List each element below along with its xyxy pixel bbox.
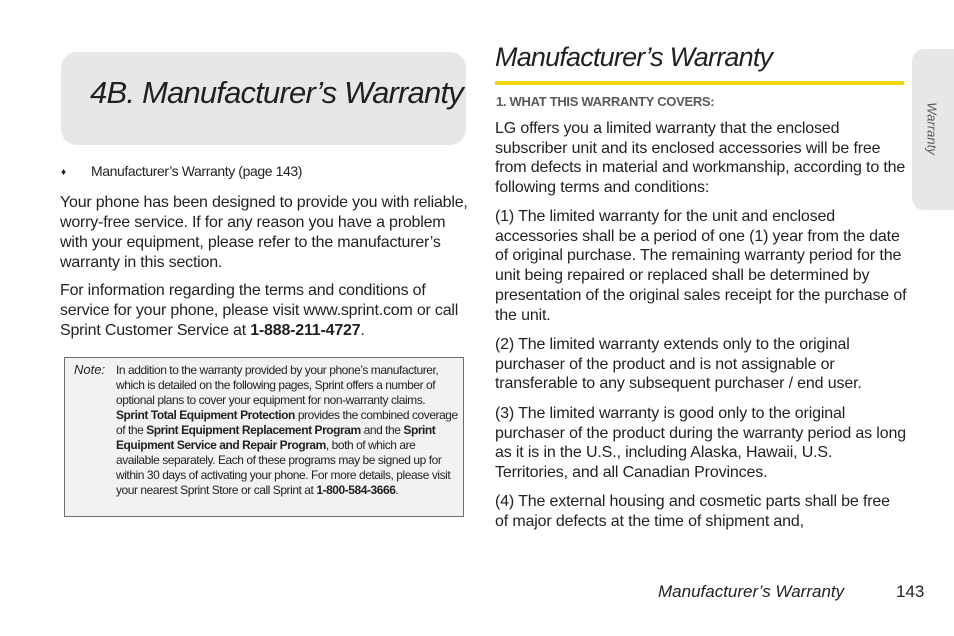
footer-title: Manufacturer’s Warranty	[658, 582, 845, 601]
sprint-phone: 1-800-584-3666	[316, 483, 396, 497]
note-text: In addition to the warranty provided by your phone’s manufacturer, which is detailed on the following pages, Sprint offers a number of optional plans to cover your equipment for non-warranty claims. Sprint Total Equipment Protection provides the combined coverage of the Sprint Equipment Replacement Program and the Sprint Equipment Service and Repair Program, both of which are available separately. Each of these programs may be signed up for within 30 days of activating your phone. For more details, please visit your nearest Sprint Store or call Sprint at 1-800-584-3666.	[116, 363, 458, 497]
intro-paragraph: Your phone has been designed to provide you with reliable, worry-free service. If for any reason you have a problem with your equipment, please refer to the manufacturer’s warranty in this section.	[60, 194, 468, 271]
warranty-paragraph: LG offers you a limited warranty that the enclosed subscriber unit and its enclosed accessories will be free from defects in material and workmanship, according to the following terms and conditions:	[495, 120, 906, 197]
warranty-paragraph: (2) The limited warranty extends only to the original purchaser of the product and is not assignable or transferable to any subsequent purchaser / end user.	[495, 336, 862, 393]
side-tab-warranty[interactable]	[912, 49, 954, 210]
note-box	[64, 357, 464, 517]
section-divider	[495, 81, 904, 85]
warranty-paragraph: (1) The limited warranty for the unit and enclosed accessories shall be a period of one (1) year from the date of original purchase. The remaining warranty period for the unit being repaired or replaced shall be determined by presentation of the original sales receipt for the purchase of the unit.	[495, 208, 907, 324]
toc-item-label: Manufacturer’s Warranty (page 143)	[91, 163, 303, 179]
warranty-paragraph: (4) The external housing and cosmetic parts shall be free of major defects at the time of shipment and,	[495, 493, 890, 530]
side-tab-label: Warranty	[924, 102, 940, 155]
chapter-title-box	[61, 52, 466, 145]
chapter-title: 4B. Manufacturer’s Warranty	[90, 75, 463, 110]
note-label: Note:	[74, 362, 106, 377]
warranty-paragraph: (3) The limited warranty is good only to the original purchaser of the product during the warranty period as long as it is in the U.S., including Alaska, Hawaii, U.S. Territories, and all Canadian Provinces.	[495, 405, 906, 482]
section-subhead: 1. WHAT THIS WARRANTY COVERS:	[496, 94, 715, 109]
customer-service-phone: 1-888-211-4727	[250, 322, 361, 339]
section-title: Manufacturer’s Warranty	[495, 42, 773, 72]
diamond-bullet-icon: ♦	[61, 167, 66, 178]
page-number: 143	[896, 582, 925, 601]
service-info-paragraph: For information regarding the terms and conditions of service for your phone, please visit www.sprint.com or call Sprint Customer Service at 1-888-211-4727.	[60, 282, 459, 339]
toc-item[interactable]	[61, 163, 302, 179]
